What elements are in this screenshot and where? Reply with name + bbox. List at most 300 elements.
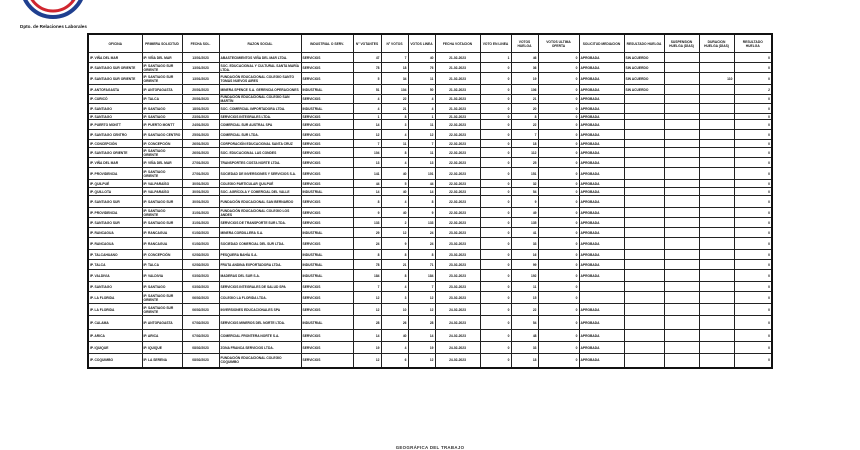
table-cell: 28: [353, 316, 381, 330]
table-cell: 0: [538, 196, 579, 208]
table-cell: MADERAS DEL SUR S.A.: [219, 270, 301, 282]
table-cell: APROBADA: [579, 63, 624, 73]
table-cell: IP. SANTIAGO: [142, 282, 182, 292]
table-cell: 0: [538, 292, 579, 304]
table-cell: [664, 85, 699, 95]
table-cell: 0: [734, 158, 772, 168]
table-cell: COMERCIAL SUR AUSTRAL SPA: [219, 120, 301, 130]
table-cell: 0: [480, 270, 511, 282]
table-cell: IP. LA SERENA: [142, 354, 182, 368]
table-cell: 49: [511, 208, 538, 218]
table-cell: SOC. COMERCIAL IMPORTADORA LTDA.: [219, 104, 301, 114]
column-header: FECHA SOL.: [182, 34, 219, 53]
table-cell: 0: [538, 114, 579, 120]
table-cell: 141: [353, 168, 381, 180]
table-cell: 13/01/2023: [182, 63, 219, 73]
table-cell: 0: [734, 282, 772, 292]
table-row: [88, 292, 772, 304]
table-cell: 22: [511, 120, 538, 130]
table-cell: 16: [511, 250, 538, 260]
table-cell: [664, 188, 699, 196]
table-cell: SIN ACUERDO: [624, 73, 664, 85]
table-cell: TRANSPORTES COSTA NORTE LTDA.: [219, 158, 301, 168]
table-cell: IP. CALAMA: [88, 316, 142, 330]
table-cell: 0: [480, 168, 511, 180]
table-cell: 4: [353, 104, 381, 114]
table-cell: 8: [381, 114, 408, 120]
table-cell: APROBADA: [579, 354, 624, 368]
table-cell: IP. SANTIAGO SUR ORIENTE: [142, 73, 182, 85]
table-cell: SERVICIOS: [301, 196, 353, 208]
table-cell: 9: [408, 208, 435, 218]
table-cell: 12: [353, 292, 381, 304]
table-cell: 0: [734, 342, 772, 354]
table-cell: 9: [511, 196, 538, 208]
table-cell: 02/02/2023: [182, 250, 219, 260]
table-cell: 44: [408, 180, 435, 188]
table-cell: IP. CURICÓ: [88, 95, 142, 104]
table-cell: IP. SANTIAGO ORIENTE: [142, 148, 182, 158]
table-cell: 4: [381, 282, 408, 292]
table-cell: 21-02-2023: [435, 95, 480, 104]
table-cell: [699, 53, 734, 63]
table-row: [88, 330, 772, 342]
table-cell: SERVICIOS: [301, 168, 353, 180]
table-cell: 14: [408, 330, 435, 342]
table-cell: SERVICIOS: [301, 73, 353, 85]
table-cell: 0: [734, 208, 772, 218]
table-cell: 13/01/2023: [182, 53, 219, 63]
table-cell: 133: [408, 218, 435, 228]
table-cell: 24: [353, 238, 381, 250]
table-cell: SERVICIOS: [301, 130, 353, 140]
table-cell: IP. TALCA: [142, 260, 182, 270]
table-cell: [664, 304, 699, 316]
table-cell: 4: [381, 196, 408, 208]
table-cell: IP. RANCAGUA: [142, 228, 182, 238]
table-cell: IP. IQUIQUE: [142, 342, 182, 354]
table-cell: 4: [353, 95, 381, 104]
table-cell: 40: [408, 53, 435, 63]
column-header: VOTO EN LINEA: [480, 34, 511, 53]
table-cell: 14: [353, 330, 381, 342]
table-cell: 0: [734, 63, 772, 73]
table-cell: IP. RANCAGUA: [88, 238, 142, 250]
table-cell: APROBADA: [579, 73, 624, 85]
table-cell: 0: [480, 250, 511, 260]
table-cell: 23-02-2023: [435, 228, 480, 238]
table-cell: 14: [408, 188, 435, 196]
table-cell: SERVICIOS: [301, 218, 353, 228]
table-cell: SERVICIOS: [301, 342, 353, 354]
table-row: [88, 260, 772, 270]
table-cell: 12: [408, 130, 435, 140]
table-cell: IP. TALCA: [88, 260, 142, 270]
table-cell: 0: [538, 282, 579, 292]
table-cell: SERVICIOS: [301, 63, 353, 73]
column-header: VOTOS ULTIMA OFERTA: [538, 34, 579, 53]
table-cell: 0: [538, 354, 579, 368]
table-cell: 22: [511, 304, 538, 316]
table-cell: 4: [381, 342, 408, 354]
table-cell: 13: [353, 158, 381, 168]
table-cell: CORPORACIÓN EDUCACIONAL SANTA CRUZ: [219, 140, 301, 148]
table-cell: 110: [699, 73, 734, 85]
table-cell: 24: [408, 228, 435, 238]
table-cell: [699, 228, 734, 238]
column-header: N° VOTANTES: [353, 34, 381, 53]
table-cell: IP. COQUIMBO: [88, 354, 142, 368]
table-cell: APROBADA: [579, 330, 624, 342]
table-cell: APROBADA: [579, 316, 624, 330]
table-cell: 0: [480, 148, 511, 158]
table-cell: 0: [480, 196, 511, 208]
table-cell: 27/01/2023: [182, 168, 219, 180]
table-cell: 8: [511, 114, 538, 120]
table-cell: INDUSTRIAL: [301, 104, 353, 114]
table-cell: IP. VIÑA DEL MAR: [88, 53, 142, 63]
table-cell: 0: [538, 53, 579, 63]
table-cell: [699, 218, 734, 228]
table-cell: 0: [480, 180, 511, 188]
table-row: [88, 354, 772, 368]
table-cell: IP. PUERTO MONTT: [88, 120, 142, 130]
table-cell: 151: [511, 168, 538, 180]
table-row: [88, 140, 772, 148]
table-cell: 08/02/2023: [182, 354, 219, 368]
table-cell: [664, 218, 699, 228]
table-cell: 0: [480, 330, 511, 342]
table-cell: APROBADA: [579, 148, 624, 158]
column-header: SUSPENSION HUELGA (DÍAS): [664, 34, 699, 53]
table-cell: IP. SANTIAGO SUR ORIENTE: [88, 63, 142, 73]
table-cell: 0: [734, 228, 772, 238]
table-cell: SIN ACUERDO: [624, 63, 664, 73]
table-cell: 21-02-2023: [435, 73, 480, 85]
table-cell: IP. ANTOFAGASTA: [142, 85, 182, 95]
table-cell: 21: [381, 260, 408, 270]
table-cell: 106: [511, 85, 538, 95]
table-cell: [624, 188, 664, 196]
table-cell: 8: [381, 148, 408, 158]
table-cell: IP. SANTIAGO CENTRO: [142, 130, 182, 140]
table-cell: 13/01/2023: [182, 73, 219, 85]
table-cell: 12: [408, 292, 435, 304]
table-cell: SERVICIOS: [301, 120, 353, 130]
table-cell: [699, 140, 734, 148]
table-cell: 14: [353, 120, 381, 130]
table-cell: 0: [538, 158, 579, 168]
table-cell: [624, 196, 664, 208]
table-cell: 23-02-2023: [435, 238, 480, 250]
table-cell: APROBADA: [579, 120, 624, 130]
table-cell: 22-02-2023: [435, 168, 480, 180]
table-cell: 24-02-2023: [435, 342, 480, 354]
table-cell: 34: [381, 73, 408, 85]
table-cell: 0: [538, 304, 579, 316]
table-cell: 08/02/2023: [182, 342, 219, 354]
table-cell: IP. SANTIAGO SUR: [142, 196, 182, 208]
table-cell: SERVICIOS: [301, 208, 353, 218]
table-cell: APROBADA: [579, 168, 624, 180]
table-cell: [699, 330, 734, 342]
table-cell: 1: [480, 53, 511, 63]
table-cell: [624, 354, 664, 368]
table-cell: [624, 270, 664, 282]
table-cell: 0: [734, 148, 772, 158]
table-cell: 22-02-2023: [435, 148, 480, 158]
table-cell: 14: [353, 188, 381, 196]
table-cell: 0: [480, 218, 511, 228]
table-row: [88, 104, 772, 114]
table-cell: 30/01/2023: [182, 188, 219, 196]
table-cell: [664, 95, 699, 104]
table-cell: INDUSTRIAL: [301, 85, 353, 95]
table-cell: 21-02-2023: [435, 104, 480, 114]
table-cell: 21: [381, 104, 408, 114]
table-cell: 22-02-2023: [435, 188, 480, 196]
table-cell: 101: [408, 168, 435, 180]
table-row: [88, 208, 772, 218]
table-cell: 36: [511, 63, 538, 73]
table-row: [88, 342, 772, 354]
table-cell: 9: [381, 238, 408, 250]
table-cell: [699, 270, 734, 282]
table-cell: 99: [511, 260, 538, 270]
table-cell: 23/01/2023: [182, 114, 219, 120]
table-cell: APROBADA: [579, 238, 624, 250]
table-cell: 22-02-2023: [435, 140, 480, 148]
table-cell: 19: [353, 342, 381, 354]
table-cell: IP. SANTIAGO SUR ORIENTE: [88, 73, 142, 85]
table-cell: 20: [511, 104, 538, 114]
table-cell: 12: [408, 304, 435, 316]
table-cell: SERVICIOS: [301, 95, 353, 104]
table-cell: [699, 130, 734, 140]
table-cell: IP. SANTIAGO: [142, 114, 182, 120]
table-cell: 0: [734, 330, 772, 342]
table-cell: [699, 158, 734, 168]
table-cell: 0: [734, 104, 772, 114]
table-cell: APROBADA: [579, 158, 624, 168]
logo-text: [31, 0, 76, 1]
table-cell: 0: [734, 292, 772, 304]
table-cell: [664, 316, 699, 330]
table-cell: 4: [408, 104, 435, 114]
table-cell: 0: [538, 208, 579, 218]
table-cell: IP. ARICA: [88, 330, 142, 342]
table-cell: FUNDACIÓN EDUCACIONAL COLEGIO SANTO TOMÁS NUEVOS AIRES: [219, 73, 301, 85]
table-cell: [699, 316, 734, 330]
table-cell: 7: [353, 282, 381, 292]
table-cell: 192: [511, 270, 538, 282]
table-cell: 5: [381, 180, 408, 188]
table-cell: IP. CONCEPCIÓN: [88, 140, 142, 148]
table-cell: 0: [480, 228, 511, 238]
table-cell: 26/01/2023: [182, 140, 219, 148]
table-cell: 0: [734, 180, 772, 188]
table-cell: APROBADA: [579, 140, 624, 148]
table-cell: 0: [734, 114, 772, 120]
table-cell: [664, 168, 699, 180]
table-cell: 24-02-2023: [435, 330, 480, 342]
table-cell: 47: [353, 53, 381, 63]
table-cell: 18/01/2023: [182, 104, 219, 114]
table-cell: IP. PROVIDENCIA: [88, 168, 142, 180]
table-cell: SOCIEDAD DE INVERSIONES Y SERVICIOS S.A.: [219, 168, 301, 180]
table-cell: 0: [538, 168, 579, 180]
table-cell: INDUSTRIAL: [301, 260, 353, 270]
table-cell: IP. SANTIAGO CENTRO: [88, 130, 142, 140]
table-cell: IP. RANCAGUA: [88, 228, 142, 238]
table-cell: 24-02-2023: [435, 304, 480, 316]
table-cell: 31/01/2023: [182, 208, 219, 218]
table-cell: 0: [734, 304, 772, 316]
table-cell: 22-02-2023: [435, 218, 480, 228]
table-cell: 22-02-2023: [435, 120, 480, 130]
table-row: [88, 158, 772, 168]
table-cell: IP. ANTOFAGASTA: [142, 316, 182, 330]
table-cell: [624, 148, 664, 158]
table-row: [88, 63, 772, 73]
table-cell: [664, 354, 699, 368]
table-cell: 4: [381, 158, 408, 168]
table-cell: 0: [538, 188, 579, 196]
table-cell: 0: [480, 208, 511, 218]
table-row: [88, 250, 772, 260]
table-cell: IP. SANTIAGO SUR: [142, 218, 182, 228]
table-cell: [699, 120, 734, 130]
table-cell: MINERA SPENCE S.A. GERENCIA OPERACIONES: [219, 85, 301, 95]
table-cell: 0: [480, 73, 511, 85]
table-cell: IP. QUILPUÉ: [88, 180, 142, 188]
table-cell: [624, 104, 664, 114]
table-cell: APROBADA: [579, 304, 624, 316]
table-cell: 0: [734, 260, 772, 270]
table-cell: 12: [353, 354, 381, 368]
column-header: VOTOS HUELGA: [511, 34, 538, 53]
table-cell: 07/02/2023: [182, 330, 219, 342]
column-header: FECHA VOTACION: [435, 34, 480, 53]
table-cell: INDUSTRIAL: [301, 270, 353, 282]
table-cell: 5: [353, 73, 381, 85]
table-cell: 0: [538, 73, 579, 85]
table-cell: 20/01/2023: [182, 95, 219, 104]
table-cell: 18: [511, 354, 538, 368]
table-row: [88, 73, 772, 85]
table-cell: [624, 304, 664, 316]
table-cell: APROBADA: [579, 208, 624, 218]
table-cell: 8: [353, 250, 381, 260]
table-cell: 27/01/2023: [182, 158, 219, 168]
table-cell: COLEGIO LA FLORIDA LTDA.: [219, 292, 301, 304]
table-cell: IP. VALPARAÍSO: [142, 180, 182, 188]
table-cell: [664, 342, 699, 354]
table-cell: 22-02-2023: [435, 180, 480, 188]
table-cell: [624, 120, 664, 130]
table-cell: 01/02/2023: [182, 238, 219, 250]
table-cell: 0: [538, 63, 579, 73]
table-cell: 33: [511, 238, 538, 250]
table-cell: COLEGIO PARTICULAR QUILPUÉ: [219, 180, 301, 188]
table-cell: 0: [538, 270, 579, 282]
table-header-row: [88, 34, 772, 53]
table-cell: [579, 292, 624, 304]
table-cell: [624, 158, 664, 168]
table-cell: 3: [381, 292, 408, 304]
table-cell: 1: [353, 114, 381, 120]
table-cell: IP. PROVIDENCIA: [88, 208, 142, 218]
table-cell: 40: [381, 208, 408, 218]
table-cell: IP. SANTIAGO: [88, 114, 142, 120]
table-cell: 0: [480, 188, 511, 196]
table-cell: 50: [408, 85, 435, 95]
table-cell: 11: [408, 73, 435, 85]
table-cell: 21-02-2023: [435, 114, 480, 120]
table-cell: 19: [511, 73, 538, 85]
table-cell: 112: [511, 148, 538, 158]
table-cell: 33: [511, 342, 538, 354]
table-cell: IP. TALCAHUANO: [88, 250, 142, 260]
column-header: INDUSTRIAL O SERV.: [301, 34, 353, 53]
table-row: [88, 53, 772, 63]
table-cell: [699, 282, 734, 292]
table-cell: 6: [381, 354, 408, 368]
table-cell: FUNDACIÓN EDUCACIONAL COLEGIO SAN MARTÍN: [219, 95, 301, 104]
table-cell: SERVICIOS MINEROS DEL NORTE LTDA.: [219, 316, 301, 330]
table-cell: [699, 260, 734, 270]
table-cell: 71: [408, 260, 435, 270]
table-cell: IP. CONCEPCIÓN: [142, 140, 182, 148]
table-cell: SERVICIOS: [301, 114, 353, 120]
table-cell: 0: [734, 73, 772, 85]
table-cell: 0: [480, 316, 511, 330]
table-cell: 0: [538, 228, 579, 238]
table-cell: 23-02-2023: [435, 282, 480, 292]
table-cell: 2: [381, 218, 408, 228]
table-cell: 0: [538, 260, 579, 270]
table-cell: IP. SANTIAGO SUR ORIENTE: [142, 292, 182, 304]
table-cell: [699, 63, 734, 73]
table-cell: 7: [353, 140, 381, 148]
table-cell: SERVICIOS: [301, 292, 353, 304]
table-cell: IP. SANTIAGO: [142, 104, 182, 114]
table-cell: 54: [511, 316, 538, 330]
table-cell: 01/02/2023: [182, 228, 219, 238]
table-cell: 11: [408, 148, 435, 158]
table-cell: 22-02-2023: [435, 208, 480, 218]
table-cell: IP. VIÑA DEL MAR: [142, 53, 182, 63]
table-cell: 21-02-2023: [435, 85, 480, 95]
table-cell: [624, 95, 664, 104]
table-cell: APROBADA: [579, 130, 624, 140]
table-cell: [664, 104, 699, 114]
table-cell: 0: [734, 218, 772, 228]
table-cell: 0: [734, 130, 772, 140]
table-cell: [579, 282, 624, 292]
table-cell: 0: [538, 342, 579, 354]
table-cell: APROBADA: [579, 85, 624, 95]
table-cell: [664, 282, 699, 292]
table-cell: 24/01/2023: [182, 120, 219, 130]
table-row: [88, 196, 772, 208]
table-cell: 104: [353, 148, 381, 158]
table-cell: IP. ANTOFAGASTA: [88, 85, 142, 95]
table-cell: 0: [734, 140, 772, 148]
table-cell: 8: [381, 250, 408, 260]
table-row: [88, 120, 772, 130]
table-cell: 78: [353, 260, 381, 270]
